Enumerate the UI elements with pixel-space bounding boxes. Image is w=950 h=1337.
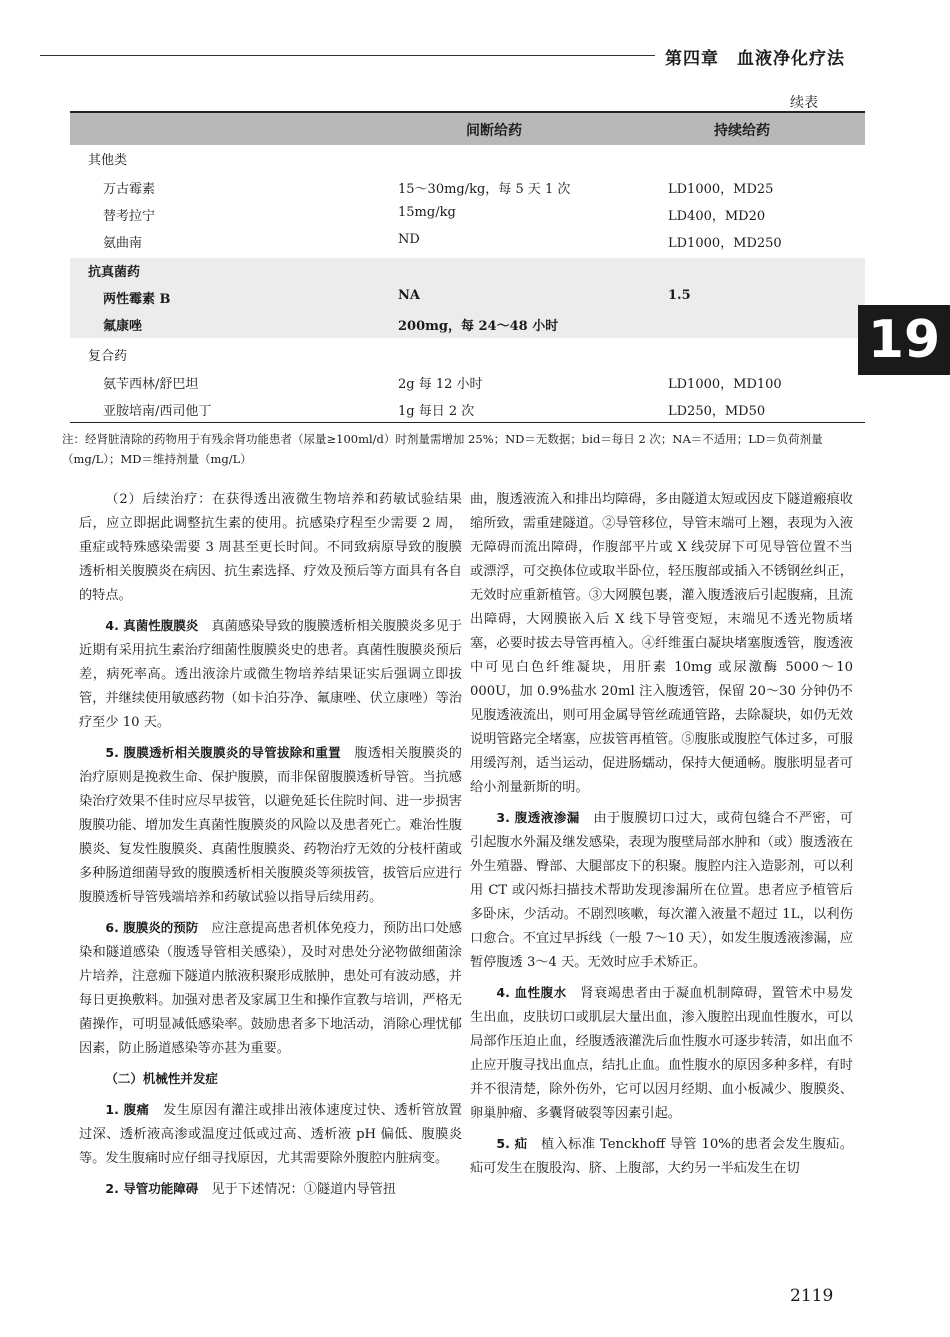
table-drug-name: 亚胺培南/西司他丁 [103, 404, 212, 419]
table-group-label: 其他类 [88, 153, 128, 168]
table-note: 注：经肾脏清除的药物用于有残余肾功能患者（尿量≥100ml/d）时剂量需增加 25%；ND＝无数据；bid＝每日 2 次；NA＝不适用；LD＝负荷剂量（mg/L）；MD＝维持剂量（mg/L） [62, 432, 823, 466]
column-header-intermittent: 间断给药 [466, 123, 522, 139]
table-group-label: 抗真菌药 [88, 265, 141, 280]
paragraph [79, 488, 462, 608]
paragraph-text: （2）后续治疗：在获得透出液微生物培养和药敏试验结果后，应立即据此调整抗生素的使用。抗感染疗程至少需要 2 周，重症或特殊感染需要 3 周甚至更长时间。不同致病原导致的腹膜透析相关腹膜炎在病因、抗生素选择、疗效及预后等方面具有各自的特点。 [79, 492, 462, 603]
table-cell-intermittent: 2g 每 12 小时 [398, 377, 483, 392]
paragraph [79, 614, 462, 735]
paragraph [470, 488, 853, 800]
paragraph [79, 1067, 462, 1092]
left-text-column [79, 488, 462, 1208]
paragraph [79, 1177, 462, 1202]
table-bottom-rule [70, 422, 865, 423]
table-continued-label: 续表 [790, 95, 818, 111]
paragraph [470, 806, 853, 975]
paragraph [79, 741, 462, 910]
table-cell-continuous: 1.5 [668, 288, 691, 303]
table-cell-intermittent: 1g 每日 2 次 [398, 404, 475, 419]
table-drug-name: 氟康唑 [103, 319, 143, 334]
chapter-title: 第四章 血液净化疗法 [665, 49, 845, 69]
table-drug-name: 两性霉素 B [103, 292, 171, 307]
table-drug-name: 万古霉素 [103, 182, 156, 197]
table-cell-continuous: LD1000，MD25 [668, 182, 774, 197]
column-header-continuous: 持续给药 [714, 123, 770, 139]
paragraph-text: 发生原因有灌注或排出液体速度过快、透析管放置过深、透析液高渗或温度过低或过高、透析液 pH 偏低、腹膜炎等。发生腹痛时应仔细寻找原因，尤其需要除外腹腔内脏病变。 [79, 1103, 462, 1166]
chapter-tab: 19 [858, 305, 950, 375]
paragraph-heading: 2. 导管功能障碍 [105, 1181, 199, 1196]
table-cell-intermittent: NA [398, 288, 420, 303]
table-cell-intermittent: 15mg/kg [398, 205, 456, 220]
paragraph-text: 腹透相关腹膜炎的治疗原则是挽救生命、保护腹膜，而非保留腹膜透析导管。当抗感染治疗效果不佳时应尽早拔管，以避免延长住院时间、进一步损害腹膜功能、增加发生真菌性腹膜炎的风险以及患者死亡。难治性腹膜炎、复发性腹膜炎、真菌性腹膜炎、药物治疗无效的分枝杆菌或多种肠道细菌导致的腹膜透析相关腹膜炎等须拔管，拔管后应进行腹膜透析导管残端培养和药敏试验以指导后续用药。 [79, 746, 462, 905]
table-cell-intermittent: 200mg，每 24～48 小时 [398, 319, 559, 334]
paragraph-heading: 6. 腹膜炎的预防 [105, 920, 199, 935]
table-cell-intermittent: ND [398, 232, 420, 247]
paragraph-heading: 1. 腹痛 [105, 1102, 150, 1117]
table-drug-name: 替考拉宁 [103, 209, 156, 224]
paragraph-heading: 3. 腹透液渗漏 [496, 810, 580, 825]
right-text-column [470, 488, 853, 1187]
paragraph-heading: 5. 腹膜透析相关腹膜炎的导管拔除和重置 [105, 745, 341, 760]
paragraph-heading: 4. 血性腹水 [496, 985, 567, 1000]
paragraph-text: 肾衰竭患者由于凝血机制障碍，置管术中易发生出血，皮肤切口或肌层大量出血，渗入腹腔出现血性腹水，可以局部作压迫止血，经腹透液灌洗后血性腹水可逐步转清，如出血不止应开腹寻找出血点，结扎止血。血性腹水的原因多种多样，有时并不很清楚，除外伤外，它可以因月经期、血小板减少、腹膜炎、卵巢肿瘤、多囊肾破裂等因素引起。 [470, 986, 853, 1121]
table-cell-continuous: LD1000，MD100 [668, 377, 782, 392]
paragraph-text: 见于下述情况：①隧道内导管扭 [198, 1182, 397, 1197]
page-number: 2119 [790, 1286, 834, 1306]
paragraph [470, 981, 853, 1126]
table-group-label: 复合药 [88, 349, 128, 364]
paragraph [470, 1132, 853, 1181]
paragraph-text: 植入标准 Tenckhoff 导管 10%的患者会发生腹疝。疝可发生在腹股沟、脐、上腹部，大约另一半疝发生在切 [470, 1137, 853, 1176]
table-drug-name: 氨曲南 [103, 236, 143, 251]
paragraph-text: 曲，腹透液流入和排出均障碍，多由隧道太短或因皮下隧道瘢痕收缩所致，需重建隧道。②导管移位，导管末端可上翘，表现为入液无障碍而流出障碍，作腹部平片或 X 线荧屏下可见导管位置不当或漂浮，可交换体位或取半卧位，轻压腹部或插入不锈钢丝纠正，无效时应重新植管。③大网膜包裹，灌入腹透液后引起腹痛，且流出障碍，大网膜嵌入后 X 线下导管变短，末端见不透光物质堵塞，必要时拔去导管再植入。④纤维蛋白凝块堵塞腹透管，腹透液中可见白色纤维凝块，用肝素 10mg 或尿激酶 5000～10 000U，加 0.9%盐水 20ml 注入腹透管，保留 20～30 分钟仍不见腹透液流出，则可用金属导管丝疏通管路，去除凝块，如仍无效说明管路完全堵塞，应拔管再植管。⑤腹胀或腹腔气体过多，可服用缓泻剂，适当运动，促进肠蠕动，保持大便通畅。腹胀明显者可给小剂量新斯的明。 [470, 492, 853, 795]
paragraph-text: 真菌感染导致的腹膜透析相关腹膜炎多见于近期有采用抗生素治疗细菌性腹膜炎史的患者。真菌性腹膜炎预后差，病死率高。透出液涂片或微生物培养结果证实后强调立即拔管，并继续使用敏感药物（如卡泊芬净、氟康唑、伏立康唑）等治疗至少 10 天。 [79, 619, 462, 730]
paragraph-text: 应注意提高患者机体免疫力，预防出口处感染和隧道感染（腹透导管相关感染），及时对患处分泌物做细菌涂片培养，注意痂下隧道内脓液积聚形成脓肿，患处可有波动感，并每日更换敷料。加强对患者及家属卫生和操作宣教与培训，严格无菌操作，可明显减低感染率。鼓励患者多下地活动，消除心理忧郁因素，防止肠道感染等亦甚为重要。 [79, 921, 462, 1056]
paragraph-heading: 4. 真菌性腹膜炎 [105, 618, 199, 633]
paragraph [79, 916, 462, 1061]
table-cell-continuous: LD250，MD50 [668, 404, 766, 419]
paragraph-text: 由于腹膜切口过大，或荷包缝合不严密，可引起腹水外漏及继发感染，表现为腹壁局部水肿和（或）腹透液在外生殖器、臀部、大腿部皮下的积聚。腹腔内注入造影剂，可以利用 CT 或闪烁扫描技术帮助发现渗漏所在位置。患者应予植管后多卧床，少活动。不剧烈咳嗽，每次灌入液量不超过 1L，以利伤口愈合。不宜过早拆线（一般 7～10 天），如发生腹透液渗漏，应暂停腹透 3～4 天。无效时应手术矫正。 [470, 811, 854, 970]
table-cell-intermittent: 15～30mg/kg，每 5 天 1 次 [398, 182, 571, 197]
table-cell-continuous: LD400，MD20 [668, 209, 766, 224]
header-rule [40, 55, 655, 56]
paragraph-heading: （二）机械性并发症 [105, 1071, 218, 1086]
paragraph-heading: 5. 疝 [496, 1136, 528, 1151]
table-drug-name: 氨苄西林/舒巴坦 [103, 377, 199, 392]
paragraph [79, 1098, 462, 1171]
table-cell-continuous: LD1000，MD250 [668, 236, 782, 251]
